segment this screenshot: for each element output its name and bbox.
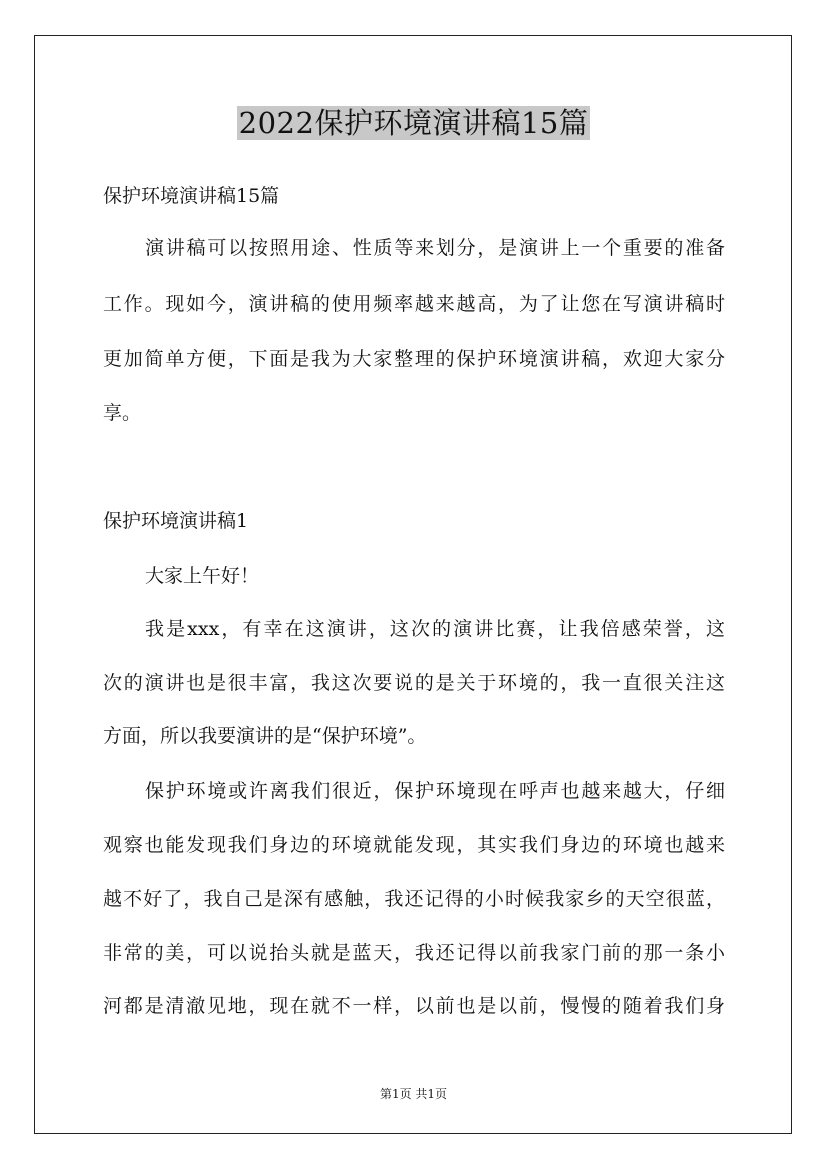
paragraph-line: 河都是清澈见地，现在就不一样，以前也是以前，慢慢的随着我们身 xyxy=(103,995,725,1017)
document-title-wrapper xyxy=(0,104,827,142)
paragraph-line: 我是xxx，有幸在这演讲，这次的演讲比赛，让我倍感荣誉，这 xyxy=(145,618,725,640)
paragraph-line: 方面，所以我要演讲的是“保护环境”。 xyxy=(103,725,427,747)
paragraph-line: 演讲稿可以按照用途、性质等来划分，是演讲上一个重要的准备 xyxy=(145,237,725,259)
greeting-line: 大家上午好！ xyxy=(145,565,260,587)
document-title: 2022保护环境演讲稿15篇 xyxy=(238,106,589,140)
paragraph-line: 享。 xyxy=(103,402,142,424)
paragraph-line: 工作。现如今，演讲稿的使用频率越来越高，为了让您在写演讲稿时 xyxy=(103,293,725,315)
paragraph-line: 次的演讲也是很丰富，我这次要说的是关于环境的，我一直很关注这 xyxy=(103,672,725,694)
paragraph-line: 保护环境或许离我们很近，保护环境现在呼声也越来越大，仔细 xyxy=(145,780,725,802)
paragraph-line: 非常的美，可以说抬头就是蓝天，我还记得以前我家门前的那一条小 xyxy=(103,942,725,964)
paragraph-line: 观察也能发现我们身边的环境就能发现，其实我们身边的环境也越来 xyxy=(103,834,725,856)
section-heading: 保护环境演讲稿1 xyxy=(103,510,249,532)
paragraph-line: 越不好了，我自己是深有感触，我还记得的小时候我家乡的天空很蓝， xyxy=(103,888,725,910)
subtitle: 保护环境演讲稿15篇 xyxy=(103,185,280,207)
paragraph-line: 更加简单方便，下面是我为大家整理的保护环境演讲稿，欢迎大家分 xyxy=(103,348,725,370)
page-footer: 第1页 共1页 xyxy=(379,1087,448,1101)
